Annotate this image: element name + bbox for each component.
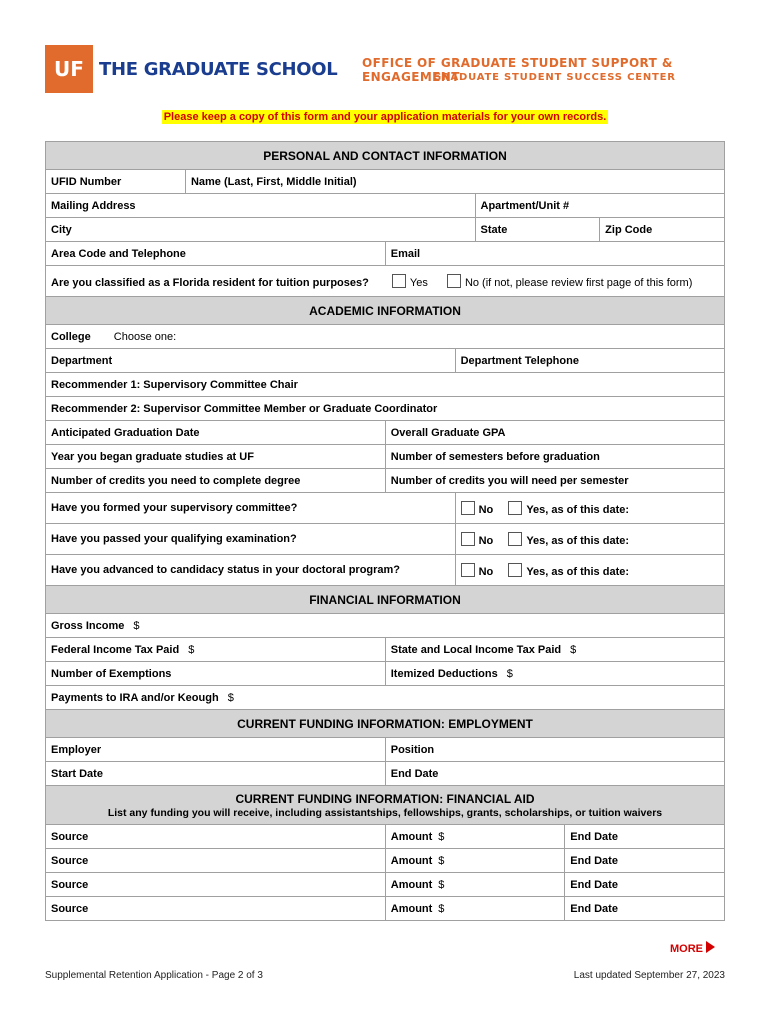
resident-yes-label: Yes [409,276,428,289]
employer-field[interactable]: Employer [46,738,386,762]
candidacy-no-checkbox[interactable] [461,563,475,577]
resident-no-label: No (if not, please review first page of this form) [464,276,693,289]
aid-amount-field[interactable] [385,825,565,849]
ira-payments-label: Payments to IRA and/or Keough [51,691,219,704]
exam-no-checkbox[interactable] [461,532,475,546]
state-local-tax-label: State and Local Income Tax Paid [390,643,562,656]
records-notice: Please keep a copy of this form and your application materials for your own records. [163,111,607,123]
graduation-date-field[interactable]: Anticipated Graduation Date [46,421,386,445]
state-field[interactable]: State [475,218,600,242]
candidacy-yes-label: Yes, as of this date: [526,565,630,578]
employment-end-date-field[interactable]: End Date [385,762,724,786]
resident-question-row [46,266,725,297]
school-name: THE GRADUATE SCHOOL [99,59,338,80]
state-local-tax-field[interactable] [385,638,724,662]
aid-source-field[interactable]: Source [46,849,386,873]
email-field[interactable]: Email [385,242,724,266]
city-field[interactable]: City [46,218,476,242]
aid-amount-field[interactable] [385,849,565,873]
dollar-sign: $ [438,830,445,843]
aid-end-date-field[interactable]: End Date [565,825,725,849]
aid-amount-label: Amount [390,902,433,915]
mailing-address-field[interactable]: Mailing Address [46,194,476,218]
college-select[interactable]: Choose one: [113,330,177,343]
aid-source-field[interactable]: Source [46,897,386,921]
credits-needed-field[interactable]: Number of credits you need to complete degree [46,469,386,493]
resident-question: Are you classified as a Florida resident for tuition purposes? [51,276,369,289]
uf-logo: UF [45,45,93,93]
credits-per-semester-field[interactable]: Number of credits you will need per semester [385,469,724,493]
candidacy-yes-checkbox[interactable] [508,563,522,577]
recommender1-field[interactable]: Recommender 1: Supervisory Committee Chair [46,373,725,397]
ira-payments-field[interactable] [46,686,725,710]
committee-options [455,493,724,524]
office-name: OFFICE OF GRADUATE STUDENT SUPPORT & ENGAGEMENT [362,56,673,84]
resident-no-checkbox[interactable] [447,274,461,288]
candidacy-question: Have you advanced to candidacy status in your doctoral program? [46,555,456,586]
name-field[interactable]: Name (Last, First, Middle Initial) [185,170,724,194]
section-employment-title: CURRENT FUNDING INFORMATION: EMPLOYMENT [46,710,725,738]
aid-amount-field[interactable] [385,873,565,897]
section-financial-title: FINANCIAL INFORMATION [46,586,725,614]
committee-yes-checkbox[interactable] [508,501,522,515]
footer-page-label: Supplemental Retention Application - Page 2 of 3 [45,970,263,981]
aid-end-date-field[interactable]: End Date [565,849,725,873]
gpa-field[interactable]: Overall Graduate GPA [385,421,724,445]
candidacy-no-label: No [478,565,494,578]
exemptions-field[interactable]: Number of Exemptions [46,662,386,686]
dollar-sign: $ [133,619,140,632]
aid-end-date-field[interactable]: End Date [565,873,725,897]
aid-amount-label: Amount [390,830,433,843]
employment-start-date-field[interactable]: Start Date [46,762,386,786]
year-began-field[interactable]: Year you began graduate studies at UF [46,445,386,469]
aid-amount-field[interactable] [385,897,565,921]
department-telephone-field[interactable]: Department Telephone [455,349,724,373]
candidacy-options [455,555,724,586]
aid-amount-label: Amount [390,854,433,867]
dollar-sign: $ [506,667,513,680]
section-academic-title: ACADEMIC INFORMATION [46,297,725,325]
exam-question: Have you passed your qualifying examination? [46,524,456,555]
ufid-field[interactable]: UFID Number [46,170,186,194]
dollar-sign: $ [188,643,195,656]
telephone-field[interactable]: Area Code and Telephone [46,242,386,266]
itemized-deductions-field[interactable] [385,662,724,686]
dollar-sign: $ [227,691,234,704]
college-label: College [51,330,91,343]
college-row [46,325,725,349]
center-name: GRADUATE STUDENT SUCCESS CENTER [433,72,676,83]
committee-question: Have you formed your supervisory committee? [46,493,456,524]
apartment-field[interactable]: Apartment/Unit # [475,194,725,218]
federal-tax-field[interactable] [46,638,386,662]
department-field[interactable]: Department [46,349,456,373]
exam-options [455,524,724,555]
itemized-deductions-label: Itemized Deductions [390,667,498,680]
application-form [45,141,725,921]
dollar-sign: $ [438,902,445,915]
aid-end-date-field[interactable]: End Date [565,897,725,921]
exam-no-label: No [478,534,494,547]
federal-tax-label: Federal Income Tax Paid [51,643,180,656]
aid-source-field[interactable]: Source [46,873,386,897]
gross-income-field[interactable] [46,614,725,638]
page-header [0,0,770,100]
aid-subtitle: List any funding you will receive, including assistantships, fellowships, grants, scholarships, or tuition waivers [107,806,663,819]
aid-amount-label: Amount [390,878,433,891]
section-personal-title: PERSONAL AND CONTACT INFORMATION [46,142,725,170]
recommender2-field[interactable]: Recommender 2: Supervisor Committee Member or Graduate Coordinator [46,397,725,421]
committee-no-checkbox[interactable] [461,501,475,515]
arrow-right-icon [706,941,715,953]
footer-updated-date: Last updated September 27, 2023 [573,970,725,981]
dollar-sign: $ [438,854,445,867]
aid-title: CURRENT FUNDING INFORMATION: FINANCIAL AID [235,791,535,806]
more-label: MORE [670,943,703,955]
dollar-sign: $ [438,878,445,891]
exam-yes-label: Yes, as of this date: [526,534,630,547]
exam-yes-checkbox[interactable] [508,532,522,546]
committee-yes-label: Yes, as of this date: [526,503,630,516]
aid-source-field[interactable]: Source [46,825,386,849]
more-link[interactable] [670,941,715,955]
resident-yes-checkbox[interactable] [392,274,406,288]
dollar-sign: $ [570,643,577,656]
semesters-field[interactable]: Number of semesters before graduation [385,445,724,469]
position-field[interactable]: Position [385,738,724,762]
zip-field[interactable]: Zip Code [600,218,725,242]
committee-no-label: No [478,503,494,516]
section-aid-title [46,786,725,825]
gross-income-label: Gross Income [51,619,125,632]
